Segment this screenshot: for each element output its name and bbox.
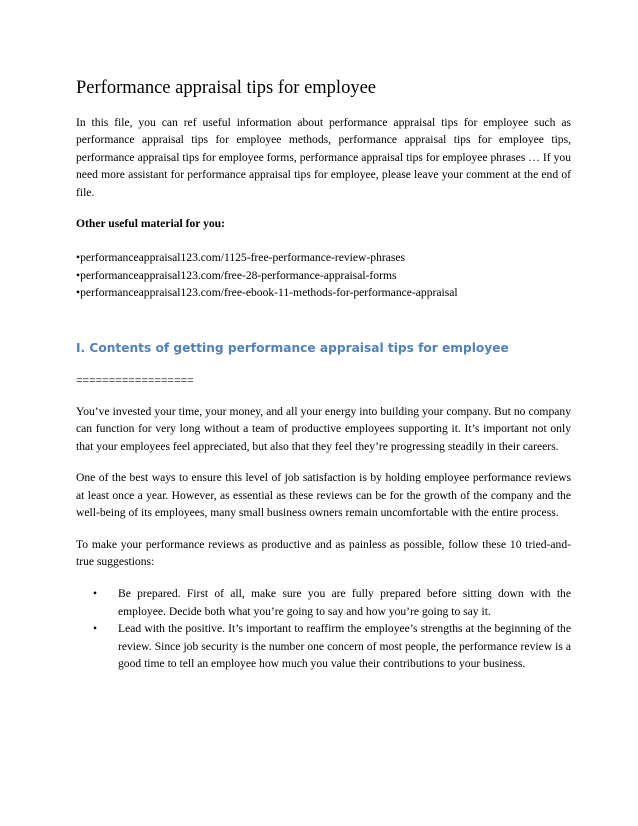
list-item-text: Be prepared. First of all, make sure you are fully prepared before sitting down with the employee. Decide both what you’re going to say and how you’re going to say it. <box>118 587 571 618</box>
bullet-icon: • <box>93 587 98 601</box>
useful-material-heading: Other useful material for you: <box>76 217 225 231</box>
body-paragraph: One of the best ways to ensure this level of job satisfaction is by holding employee performance reviews at least once a year. However, as essential as these reviews can be for the growth of the company and the well-being of its employees, many small business owners remain uncomfortable with the entire process. <box>76 471 571 520</box>
list-item <box>76 585 571 620</box>
useful-link[interactable]: • performanceappraisal123.com/free-ebook-11-methods-for-performance-appraisal <box>76 284 571 301</box>
section-heading: I. Contents of getting performance appraisal tips for employee <box>76 340 509 355</box>
useful-link[interactable]: • performanceappraisal123.com/1125-free-performance-review-phrases <box>76 249 571 266</box>
document-page <box>76 76 571 672</box>
bullet-icon: • <box>93 622 98 636</box>
useful-link[interactable]: • performanceappraisal123.com/free-28-performance-appraisal-forms <box>76 267 571 284</box>
list-item-text: Lead with the positive. It’s important to reaffirm the employee’s strengths at the beginning of the review. Since job security is the number one concern of most people, the performance review is a good time to tell an employee how much you value their contributions to your business. <box>118 622 571 670</box>
document-title: Performance appraisal tips for employee <box>76 78 376 98</box>
list-item <box>76 620 571 672</box>
separator-line: ================== <box>76 373 194 387</box>
useful-links-list <box>76 249 571 301</box>
suggestions-list <box>76 585 571 672</box>
body-paragraph: To make your performance reviews as productive and as painless as possible, follow these 10 tried-and-true suggestions: <box>76 537 571 568</box>
body-paragraph: You’ve invested your time, your money, and all your energy into building your company. But no company can function for very long without a team of productive employees supporting it. It’s important not only that your employees feel appreciated, but also that they feel they’re progressing steadily in their careers. <box>76 405 571 453</box>
intro-paragraph: In this file, you can ref useful information about performance appraisal tips for employee such as performance appraisal tips for employee methods, performance appraisal tips for employee tips, performance appraisal tips for employee forms, performance appraisal tips for employee phrases … If you need more assistant for performance appraisal tips for employee, please leave your comment at the end of file. <box>76 116 571 199</box>
